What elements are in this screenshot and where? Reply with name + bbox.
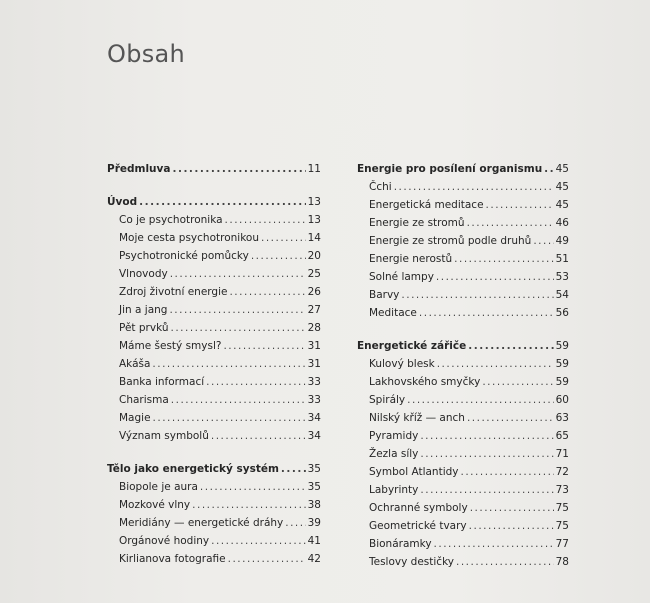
toc-entry-title: Žezla síly [369,448,419,460]
toc-entry [107,265,321,283]
toc-page-number: 77 [555,538,569,550]
toc-entry [357,250,569,268]
toc-entry [357,445,569,463]
toc-entry-title: Meridiány — energetické dráhy [119,517,284,529]
toc-entry-title: Energie pro posílení organismu [357,163,543,175]
toc-entry-title: Magie [119,412,151,424]
toc-page-number: 13 [307,214,321,226]
toc-page-number: 27 [307,304,321,316]
dot-leader [152,355,305,373]
dot-leader [171,391,306,409]
dot-leader [170,265,306,283]
toc-page-number: 51 [555,253,569,265]
toc-section-heading [357,337,569,355]
toc-entry [357,232,569,250]
toc-page-number: 31 [307,358,321,370]
toc-entry [357,499,569,517]
toc-page-number: 20 [307,250,321,262]
toc-entry [107,229,321,247]
toc-entry-title: Kulový blesk [369,358,435,370]
toc-entry [107,391,321,409]
toc-entry-title: Energie ze stromů podle druhů [369,235,532,247]
toc-page-number: 78 [555,556,569,568]
toc-entry-title: Co je psychotronika [119,214,223,226]
dot-leader [437,355,554,373]
toc-entry-title: Energetická meditace [369,199,484,211]
dot-leader [169,301,305,319]
toc-entry [357,355,569,373]
dot-leader [533,232,553,250]
toc-section-heading [107,193,321,211]
toc-entry-title: Lakhovského smyčky [369,376,481,388]
toc-entry [357,373,569,391]
toc-entry [357,535,569,553]
toc-entry [107,247,321,265]
toc-entry [357,517,569,535]
toc-entry [107,283,321,301]
toc-entry-title: Význam symbolů [119,430,209,442]
dot-leader [139,193,306,211]
toc-entry [107,532,321,550]
toc-entry-title: Máme šestý smysl? [119,340,222,352]
dot-leader [401,286,553,304]
toc-entry-title: Pyramidy [369,430,419,442]
toc-page-number: 53 [555,271,569,283]
toc-section [357,160,569,322]
toc-page-number: 34 [307,430,321,442]
toc-entry [107,427,321,445]
toc-entry [107,409,321,427]
toc-page-number: 33 [307,376,321,388]
toc-section [107,160,321,178]
toc-right-column [357,160,569,586]
toc-entry-title: Jin a jang [119,304,168,316]
dot-leader [229,283,305,301]
toc-page-number: 11 [307,163,321,175]
toc-entry [107,496,321,514]
dot-leader [211,427,306,445]
toc-page-number: 25 [307,268,321,280]
toc-entry-title: Geometrické tvary [369,520,467,532]
toc-entry-title: Barvy [369,289,400,301]
dot-leader [468,337,553,355]
toc-entry [107,211,321,229]
toc-page-number: 35 [307,481,321,493]
toc-entry-title: Meditace [369,307,417,319]
toc-entry-title: Pět prvků [119,322,169,334]
toc-section-heading [107,460,321,478]
toc-page-number: 39 [307,517,321,529]
toc-section-heading [107,160,321,178]
toc-entry [107,550,321,568]
toc-page-number: 14 [307,232,321,244]
toc-page-number: 13 [307,196,321,208]
toc-entry [357,391,569,409]
toc-entry [357,286,569,304]
dot-leader [470,499,554,517]
toc-entry [107,373,321,391]
dot-leader [192,496,305,514]
toc-page-number: 59 [555,358,569,370]
dot-leader [420,481,553,499]
toc-entry-title: Biopole je aura [119,481,198,493]
toc-page-number: 75 [555,502,569,514]
dot-leader [153,409,306,427]
toc-page-number: 45 [555,163,569,175]
toc-entry-title: Nilský kříž — anch [369,412,465,424]
toc-entry-title: Vlnovody [119,268,168,280]
toc-entry [357,481,569,499]
dot-leader [419,304,554,322]
dot-leader [170,319,305,337]
toc-page-number: 31 [307,340,321,352]
toc-entry-title: Banka informací [119,376,205,388]
dot-leader [467,409,554,427]
page-title: Obsah [107,40,186,68]
dot-leader [285,514,305,532]
toc-page-number: 49 [555,235,569,247]
toc-page-number: 73 [555,484,569,496]
toc-entry-title: Energie nerostů [369,253,453,265]
toc-entry-title: Mozkové vlny [119,499,191,511]
toc-entry-title: Psychotronické pomůcky [119,250,249,262]
toc-entry-title: Energetické zářiče [357,340,467,352]
toc-page-number: 38 [307,499,321,511]
toc-entry-title: Úvod [107,196,138,208]
toc-page-number: 75 [555,520,569,532]
toc-page-number: 59 [555,376,569,388]
toc-page-number: 42 [307,553,321,565]
dot-leader [420,427,553,445]
toc-page-number: 45 [555,181,569,193]
toc-page-number: 54 [555,289,569,301]
toc-section-heading [357,160,569,178]
toc-entry [357,553,569,571]
toc-entry-title: Akáša [119,358,151,370]
toc-page-number: 59 [555,340,569,352]
dot-leader [228,550,306,568]
toc-entry [107,301,321,319]
dot-leader [251,247,306,265]
toc-page-number: 72 [555,466,569,478]
dot-leader [469,517,554,535]
dot-leader [436,268,554,286]
toc-entry [357,304,569,322]
toc-entry [107,337,321,355]
dot-leader [407,391,553,409]
dot-leader [211,532,306,550]
toc-page-number: 60 [555,394,569,406]
toc-entry [357,268,569,286]
toc-entry-title: Ochranné symboly [369,502,468,514]
toc-page-number: 33 [307,394,321,406]
dot-leader [200,478,306,496]
toc-page-number: 28 [307,322,321,334]
toc-entry-title: Kirlianova fotografie [119,553,226,565]
toc-entry [357,178,569,196]
toc-section [357,337,569,571]
toc-page-number: 63 [555,412,569,424]
toc-section [107,460,321,568]
toc-entry [107,514,321,532]
toc-entry [107,355,321,373]
toc-entry [357,463,569,481]
dot-leader [461,463,554,481]
toc-section [107,193,321,445]
toc-page-number: 46 [555,217,569,229]
toc-entry [357,409,569,427]
dot-leader [486,196,554,214]
toc-entry-title: Spirály [369,394,406,406]
toc-page-number: 34 [307,412,321,424]
dot-leader [420,445,553,463]
toc-page-number: 26 [307,286,321,298]
toc-page-number: 56 [555,307,569,319]
dot-leader [544,160,553,178]
toc-entry [107,478,321,496]
toc-entry [107,319,321,337]
dot-leader [281,460,306,478]
toc-entry-title: Bionáramky [369,538,432,550]
toc-entry-title: Předmluva [107,163,171,175]
toc-entry-title: Solné lampy [369,271,434,283]
dot-leader [454,250,553,268]
toc-page-number: 45 [555,199,569,211]
toc-page-number: 65 [555,430,569,442]
dot-leader [225,211,306,229]
toc-entry-title: Čchi [369,181,392,193]
toc-page-number: 41 [307,535,321,547]
toc-entry [357,196,569,214]
dot-leader [482,373,553,391]
dot-leader [394,178,554,196]
toc-entry-title: Energie ze stromů [369,217,465,229]
toc-page-number: 71 [555,448,569,460]
toc-entry-title: Symbol Atlantidy [369,466,459,478]
toc-page-number: 35 [307,463,321,475]
toc-entry-title: Zdroj životní energie [119,286,228,298]
dot-leader [434,535,554,553]
toc-left-column [107,160,321,583]
dot-leader [261,229,306,247]
dot-leader [172,160,305,178]
toc-entry-title: Moje cesta psychotronikou [119,232,259,244]
toc-entry-title: Labyrinty [369,484,419,496]
toc-entry-title: Teslovy destičky [369,556,454,568]
toc-entry-title: Orgánové hodiny [119,535,210,547]
dot-leader [456,553,554,571]
dot-leader [223,337,305,355]
dot-leader [206,373,305,391]
toc-entry [357,427,569,445]
toc-entry [357,214,569,232]
toc-entry-title: Tělo jako energetický systém [107,463,279,475]
dot-leader [467,214,554,232]
toc-entry-title: Charisma [119,394,169,406]
